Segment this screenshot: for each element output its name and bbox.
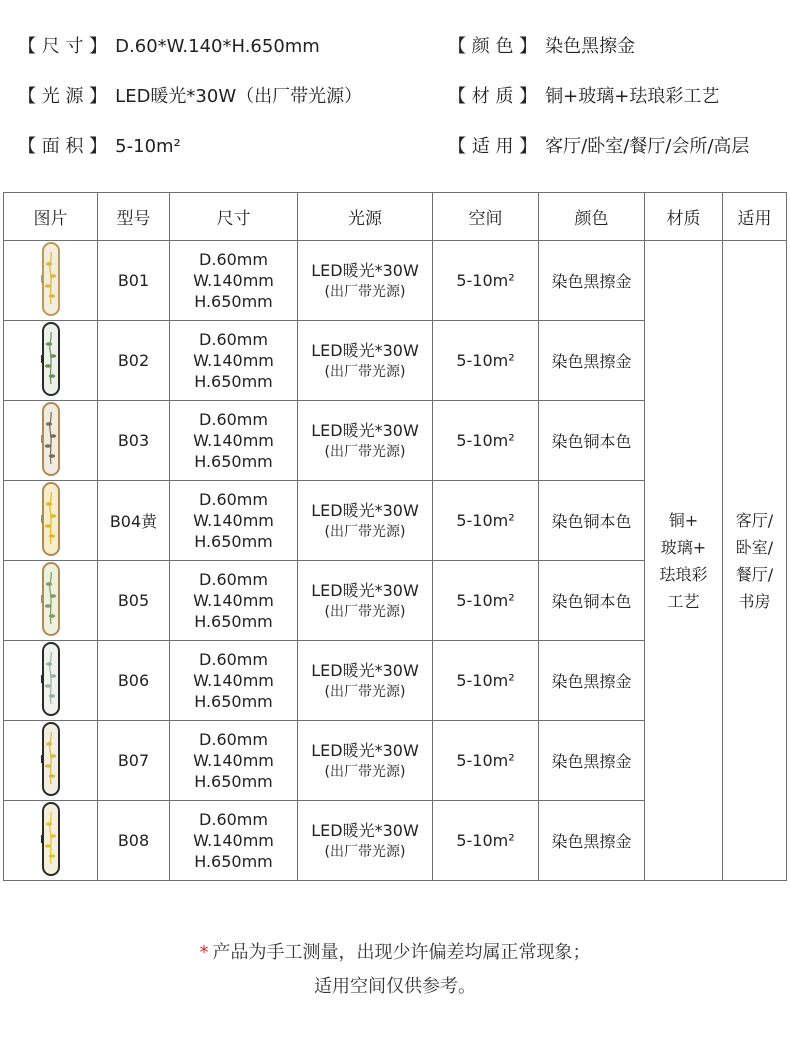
lamp-motif-leaf (48, 534, 54, 538)
size-height: H.650mm (194, 532, 273, 551)
lamp-mount (41, 835, 44, 843)
lamp-mount (41, 675, 44, 683)
lamp-image-cell (4, 481, 98, 561)
lamp-motif-leaf (48, 294, 54, 298)
light-cell (298, 641, 433, 721)
lamp-motif-leaf (49, 514, 55, 518)
lamp-motif-leaf (44, 844, 50, 848)
model-cell: B08 (98, 801, 170, 881)
usage-cell (723, 241, 787, 881)
size-width: W.140mm (193, 271, 274, 290)
spec-value: LED暖光*30W（出厂带光源） (115, 86, 363, 107)
disclaimer-text-2: 适用空间仅供参考。 (314, 976, 476, 997)
light-spec: LED暖光*30W (311, 340, 419, 360)
lamp-image-cell (4, 801, 98, 881)
size-depth: D.60mm (199, 250, 268, 269)
wall-lamp-icon (41, 722, 61, 796)
spec-usage (448, 135, 749, 159)
lamp-motif-leaf (45, 742, 51, 746)
usage-line: 书房 (738, 591, 771, 611)
size-depth: D.60mm (199, 650, 268, 669)
space-cell: 5-10m² (433, 401, 539, 481)
usage-line: 餐厅/ (735, 564, 774, 584)
material-line: 工艺 (667, 591, 700, 611)
spec-summary (0, 0, 790, 190)
light-cell (298, 241, 433, 321)
space-cell: 5-10m² (433, 241, 539, 321)
space-cell: 5-10m² (433, 721, 539, 801)
light-note: (出厂带光源) (324, 443, 406, 460)
model-cell: B03 (98, 401, 170, 481)
light-spec: LED暖光*30W (311, 660, 419, 680)
spec-area (18, 135, 181, 159)
light-spec: LED暖光*30W (311, 500, 419, 520)
lamp-image (41, 242, 61, 320)
lamp-motif-leaf (49, 754, 55, 758)
col-header-image: 图片 (4, 193, 98, 241)
light-spec: LED暖光*30W (311, 420, 419, 440)
color-cell: 染色黑擦金 (539, 321, 645, 401)
size-width: W.140mm (193, 671, 274, 690)
light-cell (298, 561, 433, 641)
size-height: H.650mm (194, 772, 273, 791)
model-cell: B02 (98, 321, 170, 401)
lamp-motif-leaf (48, 614, 54, 618)
spec-value: 5-10m² (115, 136, 181, 157)
light-note: (出厂带光源) (324, 683, 406, 700)
lamp-motif-leaf (48, 694, 54, 698)
lamp-motif-leaf (48, 854, 54, 858)
size-cell (170, 321, 298, 401)
size-cell (170, 641, 298, 721)
lamp-motif-leaf (49, 834, 55, 838)
space-cell: 5-10m² (433, 641, 539, 721)
lamp-image (41, 802, 61, 880)
usage-line: 卧室/ (735, 537, 774, 557)
col-header-usage: 适用 (723, 193, 787, 241)
lamp-motif-leaf (45, 662, 51, 666)
space-cell: 5-10m² (433, 561, 539, 641)
lamp-motif-leaf (44, 284, 50, 288)
model-cell: B04黄 (98, 481, 170, 561)
size-cell (170, 401, 298, 481)
lamp-image-cell (4, 721, 98, 801)
material-line: 珐琅彩 (659, 564, 708, 584)
lamp-motif-leaf (44, 764, 50, 768)
lamp-image (41, 322, 61, 400)
material-line: 玻璃+ (660, 537, 707, 557)
col-header-size: 尺寸 (170, 193, 298, 241)
lamp-motif-leaf (44, 524, 50, 528)
lamp-image (41, 562, 61, 640)
space-cell: 5-10m² (433, 321, 539, 401)
lamp-motif-leaf (48, 374, 54, 378)
size-cell (170, 241, 298, 321)
spec-material (448, 85, 719, 109)
model-cell: B01 (98, 241, 170, 321)
material-line: 铜+ (668, 510, 699, 530)
light-cell (298, 721, 433, 801)
light-cell (298, 321, 433, 401)
lamp-motif-leaf (45, 422, 51, 426)
lamp-motif-leaf (44, 684, 50, 688)
light-note: (出厂带光源) (324, 363, 406, 380)
lamp-motif-leaf (49, 434, 55, 438)
size-cell (170, 721, 298, 801)
lamp-mount (41, 515, 44, 523)
size-width: W.140mm (193, 831, 274, 850)
wall-lamp-icon (41, 482, 61, 556)
size-depth: D.60mm (199, 810, 268, 829)
size-height: H.650mm (194, 612, 273, 631)
lamp-mount (41, 355, 44, 363)
spec-value: 铜+玻璃+珐琅彩工艺 (545, 86, 720, 107)
light-note: (出厂带光源) (324, 523, 406, 540)
lamp-mount (41, 435, 44, 443)
light-spec: LED暖光*30W (311, 260, 419, 280)
spec-light (18, 85, 362, 109)
wall-lamp-icon (41, 642, 61, 716)
wall-lamp-icon (41, 402, 61, 476)
usage-line: 客厅/ (735, 510, 774, 530)
size-depth: D.60mm (199, 330, 268, 349)
size-height: H.650mm (194, 452, 273, 471)
lamp-image-cell (4, 401, 98, 481)
lamp-motif-leaf (48, 454, 54, 458)
size-depth: D.60mm (199, 730, 268, 749)
disclaimer-line-2 (0, 972, 790, 998)
spec-size (18, 35, 320, 59)
size-width: W.140mm (193, 351, 274, 370)
color-cell: 染色铜本色 (539, 561, 645, 641)
wall-lamp-icon (41, 322, 61, 396)
size-width: W.140mm (193, 511, 274, 530)
spec-label: 【 适 用 】 (448, 136, 538, 157)
spec-value: D.60*W.140*H.650mm (115, 36, 320, 57)
size-cell (170, 481, 298, 561)
lamp-image-cell (4, 321, 98, 401)
product-table (3, 192, 787, 881)
lamp-motif-leaf (45, 342, 51, 346)
light-note: (出厂带光源) (324, 763, 406, 780)
light-spec: LED暖光*30W (311, 580, 419, 600)
spec-label: 【 光 源 】 (18, 86, 108, 107)
size-depth: D.60mm (199, 410, 268, 429)
size-height: H.650mm (194, 692, 273, 711)
wall-lamp-icon (41, 802, 61, 876)
light-spec: LED暖光*30W (311, 740, 419, 760)
color-cell: 染色铜本色 (539, 401, 645, 481)
lamp-image (41, 402, 61, 480)
space-cell: 5-10m² (433, 481, 539, 561)
col-header-material: 材质 (645, 193, 723, 241)
lamp-motif-leaf (45, 582, 51, 586)
color-cell: 染色黑擦金 (539, 641, 645, 721)
lamp-motif-leaf (49, 274, 55, 278)
light-note: (出厂带光源) (324, 283, 406, 300)
lamp-image (41, 642, 61, 720)
color-cell: 染色铜本色 (539, 481, 645, 561)
spec-value: 客厅/卧室/餐厅/会所/高层 (545, 136, 750, 157)
spec-label: 【 面 积 】 (18, 136, 108, 157)
asterisk-mark: * (199, 942, 209, 963)
model-cell: B07 (98, 721, 170, 801)
lamp-image-cell (4, 561, 98, 641)
col-header-model: 型号 (98, 193, 170, 241)
spec-label: 【 材 质 】 (448, 86, 538, 107)
size-height: H.650mm (194, 372, 273, 391)
lamp-motif-leaf (45, 822, 51, 826)
lamp-mount (41, 595, 44, 603)
wall-lamp-icon (41, 242, 61, 316)
color-cell: 染色黑擦金 (539, 721, 645, 801)
lamp-motif-leaf (49, 674, 55, 678)
light-cell (298, 401, 433, 481)
spec-label: 【 颜 色 】 (448, 36, 538, 57)
lamp-mount (41, 755, 44, 763)
light-spec: LED暖光*30W (311, 820, 419, 840)
light-note: (出厂带光源) (324, 603, 406, 620)
size-width: W.140mm (193, 431, 274, 450)
lamp-image-cell (4, 241, 98, 321)
color-cell: 染色黑擦金 (539, 241, 645, 321)
model-cell: B06 (98, 641, 170, 721)
lamp-motif-leaf (45, 502, 51, 506)
model-cell: B05 (98, 561, 170, 641)
disclaimer-line-1 (0, 938, 790, 964)
spec-label: 【 尺 寸 】 (18, 36, 108, 57)
size-width: W.140mm (193, 591, 274, 610)
lamp-motif-leaf (45, 262, 51, 266)
table-header-row (4, 193, 787, 241)
wall-lamp-icon (41, 562, 61, 636)
material-cell (645, 241, 723, 881)
lamp-motif-leaf (49, 594, 55, 598)
size-depth: D.60mm (199, 570, 268, 589)
light-note: (出厂带光源) (324, 843, 406, 860)
size-cell (170, 801, 298, 881)
col-header-light: 光源 (298, 193, 433, 241)
lamp-motif-leaf (48, 774, 54, 778)
lamp-motif-leaf (44, 364, 50, 368)
size-cell (170, 561, 298, 641)
spec-color (448, 35, 635, 59)
lamp-motif-leaf (44, 604, 50, 608)
col-header-space: 空间 (433, 193, 539, 241)
color-cell: 染色黑擦金 (539, 801, 645, 881)
lamp-motif-leaf (44, 444, 50, 448)
size-width: W.140mm (193, 751, 274, 770)
space-cell: 5-10m² (433, 801, 539, 881)
light-cell (298, 481, 433, 561)
spec-value: 染色黑擦金 (545, 36, 636, 57)
lamp-motif-leaf (49, 354, 55, 358)
size-height: H.650mm (194, 292, 273, 311)
col-header-color: 颜色 (539, 193, 645, 241)
lamp-mount (41, 275, 44, 283)
light-cell (298, 801, 433, 881)
size-depth: D.60mm (199, 490, 268, 509)
disclaimer-text: 产品为手工测量，出现少许偏差均属正常现象； (212, 942, 591, 963)
table-row (4, 241, 787, 321)
size-height: H.650mm (194, 852, 273, 871)
lamp-image-cell (4, 641, 98, 721)
lamp-image (41, 482, 61, 560)
lamp-image (41, 722, 61, 800)
